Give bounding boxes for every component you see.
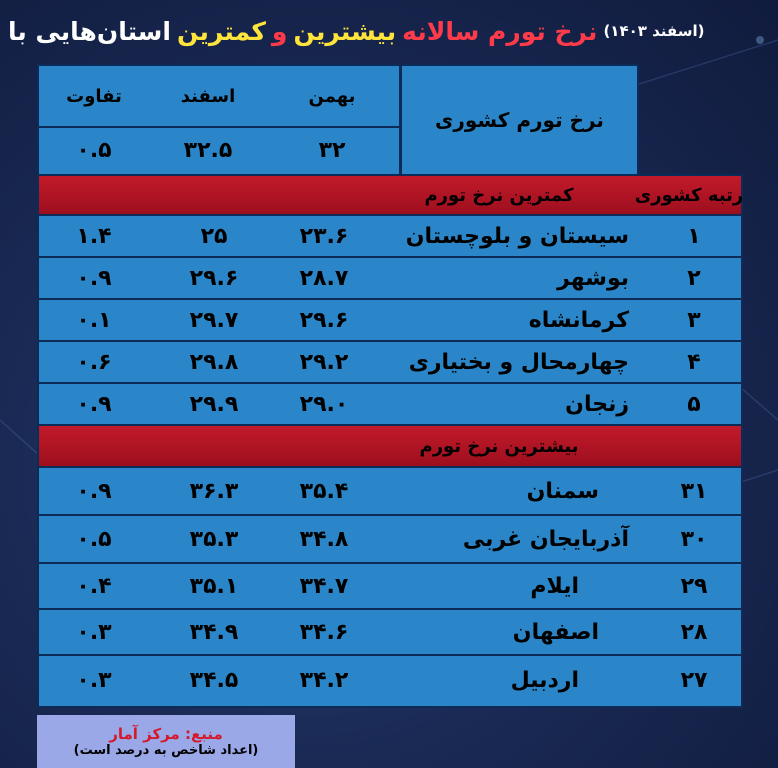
title-part-4: بیشترین — [293, 16, 397, 46]
bahman-cell: ۳۴.۶ — [299, 619, 349, 645]
province-cell: اصفهان — [512, 619, 599, 645]
province-cell: اردبیل — [510, 667, 579, 693]
rank-cell: ۳ — [687, 307, 701, 333]
rank-cell: ۲۷ — [680, 667, 708, 693]
province-cell: سمنان — [526, 478, 599, 504]
rank-cell: ۱ — [687, 223, 701, 249]
esfand-cell: ۳۴.۹ — [189, 619, 239, 645]
highest-title: بیشترین نرخ تورم — [419, 435, 579, 457]
national-bahman-value: ۳۲ — [318, 137, 346, 163]
rank-cell: ۲ — [687, 265, 701, 291]
title-part-5: نرخ تورم سالانه — [402, 16, 598, 46]
bahman-cell: ۲۸.۷ — [299, 265, 349, 291]
province-cell: سیستان و بلوچستان — [405, 223, 629, 249]
diff-cell: ۰.۵ — [76, 526, 112, 552]
province-cell: چهارمحال و بختیاری — [408, 349, 629, 375]
header-esfand: اسفند — [180, 85, 236, 107]
bahman-cell: ۳۴.۷ — [299, 573, 349, 599]
national-rate-label-box — [400, 64, 639, 176]
rank-cell: ۵ — [687, 391, 701, 417]
province-cell: زنجان — [565, 391, 629, 417]
esfand-cell: ۲۹.۷ — [189, 307, 239, 333]
page-title — [8, 10, 766, 52]
title-date: (اسفند ۱۴۰۳) — [603, 22, 705, 40]
units-note: (اعداد شاخص به درصد است) — [73, 743, 259, 758]
esfand-cell: ۳۵.۱ — [189, 573, 239, 599]
esfand-cell: ۲۵ — [200, 223, 228, 249]
esfand-cell: ۲۹.۹ — [189, 391, 239, 417]
rank-cell: ۲۸ — [680, 619, 708, 645]
esfand-cell: ۲۹.۸ — [189, 349, 239, 375]
province-cell: کرمانشاه — [528, 307, 629, 333]
esfand-cell: ۳۶.۳ — [189, 478, 239, 504]
diff-cell: ۱.۴ — [76, 223, 112, 249]
rank-cell: ۳۱ — [680, 478, 708, 504]
lowest-title: کمترین نرخ تورم — [424, 184, 574, 206]
rank-cell: ۴ — [687, 349, 701, 375]
diff-cell: ۰.۹ — [76, 478, 112, 504]
rank-cell: ۳۰ — [680, 526, 708, 552]
header-bahman: بهمن — [308, 85, 356, 107]
diff-cell: ۰.۹ — [76, 265, 112, 291]
bahman-cell: ۲۹.۰ — [299, 391, 349, 417]
title-part-3: و — [271, 16, 288, 46]
esfand-cell: ۲۹.۶ — [189, 265, 239, 291]
bahman-cell: ۳۵.۴ — [299, 478, 349, 504]
title-part-2: کمترین — [176, 16, 266, 46]
bahman-cell: ۲۹.۶ — [299, 307, 349, 333]
esfand-cell: ۳۵.۳ — [189, 526, 239, 552]
national-rate-table — [37, 64, 401, 176]
national-esfand-value: ۳۲.۵ — [183, 137, 233, 163]
province-cell: بوشهر — [557, 265, 629, 291]
bahman-cell: ۳۴.۸ — [299, 526, 349, 552]
bahman-cell: ۲۹.۲ — [299, 349, 349, 375]
source-text: منبع: مرکز آمار — [109, 725, 223, 743]
bahman-cell: ۲۳.۶ — [299, 223, 349, 249]
header-diff: تفاوت — [66, 85, 122, 107]
diff-cell: ۰.۶ — [76, 349, 112, 375]
provinces-table — [37, 174, 743, 708]
bahman-cell: ۳۴.۲ — [299, 667, 349, 693]
rank-cell: ۲۹ — [680, 573, 708, 599]
title-part-1: استان‌هایی با — [8, 16, 171, 46]
diff-cell: ۰.۱ — [76, 307, 112, 333]
rank-header: رتبه کشوری — [634, 184, 744, 206]
source-box — [37, 715, 295, 768]
diff-cell: ۰.۹ — [76, 391, 112, 417]
national-diff-value: ۰.۵ — [76, 137, 112, 163]
diff-cell: ۰.۳ — [76, 667, 112, 693]
diff-cell: ۰.۳ — [76, 619, 112, 645]
province-cell: ایلام — [530, 573, 579, 599]
national-rate-label: نرخ تورم کشوری — [435, 108, 604, 132]
diff-cell: ۰.۴ — [76, 573, 112, 599]
province-cell: آذربایجان غربی — [462, 526, 629, 552]
esfand-cell: ۳۴.۵ — [189, 667, 239, 693]
